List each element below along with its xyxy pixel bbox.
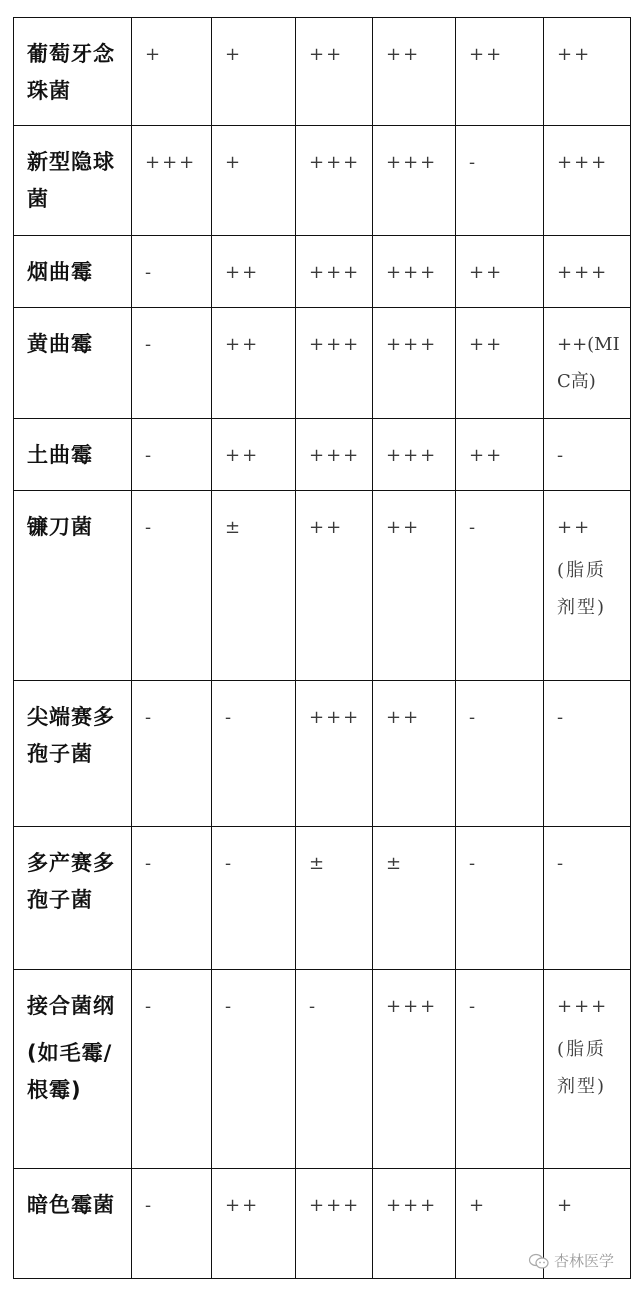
table-cell: +++ xyxy=(296,126,373,236)
table-cell: - xyxy=(132,419,212,491)
table-cell: - xyxy=(544,681,631,827)
table-cell: - xyxy=(132,491,212,681)
table-cell: ++ xyxy=(212,1169,296,1279)
table-cell: - xyxy=(456,491,544,681)
table-cell: - xyxy=(212,970,296,1169)
table-row xyxy=(14,827,631,970)
organism-name: 新型隐球菌 xyxy=(14,126,132,236)
organism-name: 烟曲霉 xyxy=(14,236,132,308)
table-cell: - xyxy=(132,970,212,1169)
formulation-note: (脂质剂型) xyxy=(557,560,607,618)
organism-name-note: (如毛霉/根霉) xyxy=(27,1041,113,1102)
table-cell: ++ xyxy=(296,491,373,681)
organism-name: 暗色霉菌 xyxy=(14,1169,132,1279)
table-row xyxy=(14,419,631,491)
table-cell: +++ xyxy=(544,236,631,308)
organism-name: 尖端赛多孢子菌 xyxy=(14,681,132,827)
table-cell: +++ xyxy=(296,419,373,491)
watermark-text: 杏林医学 xyxy=(554,1252,615,1270)
table-cell: +++ xyxy=(373,970,456,1169)
table-cell: ++ xyxy=(212,419,296,491)
table-cell: +++ xyxy=(296,236,373,308)
table-cell: +++ xyxy=(373,1169,456,1279)
table-cell: ++ xyxy=(456,308,544,419)
table-row xyxy=(14,308,631,419)
table-cell: ± xyxy=(296,827,373,970)
table-row xyxy=(14,491,631,681)
table-cell: ++ xyxy=(212,236,296,308)
table-cell: + xyxy=(212,126,296,236)
organism-name-main: 接合菌纲 xyxy=(27,994,115,1018)
table-cell: +++ xyxy=(373,308,456,419)
table-cell: ++ xyxy=(456,18,544,126)
table-cell: - xyxy=(132,1169,212,1279)
organism-name: 葡萄牙念珠菌 xyxy=(14,18,132,126)
watermark xyxy=(528,1250,614,1271)
organism-name: 镰刀菌 xyxy=(14,491,132,681)
table-cell: - xyxy=(212,681,296,827)
wechat-icon xyxy=(528,1252,550,1270)
table-row xyxy=(14,681,631,827)
table-cell: +++ xyxy=(373,126,456,236)
table-cell xyxy=(544,970,631,1169)
table-cell: - xyxy=(132,308,212,419)
table-cell: - xyxy=(544,419,631,491)
table-cell: - xyxy=(456,681,544,827)
table-cell: +++ xyxy=(296,308,373,419)
formulation-note: (脂质剂型) xyxy=(557,1039,607,1097)
table-cell: +++ xyxy=(373,236,456,308)
table-cell: + xyxy=(212,18,296,126)
table-cell: +++ xyxy=(373,419,456,491)
table-cell: - xyxy=(212,827,296,970)
table-cell: ± xyxy=(373,827,456,970)
table-cell: ++ xyxy=(373,681,456,827)
table-cell: + xyxy=(456,1169,544,1279)
table-row xyxy=(14,18,631,126)
table-cell: - xyxy=(456,827,544,970)
table-cell: +++ xyxy=(296,1169,373,1279)
table-cell: +++ xyxy=(544,126,631,236)
table-cell: ++(MIC高) xyxy=(544,308,631,419)
table-cell: - xyxy=(132,681,212,827)
table-cell: +++ xyxy=(132,126,212,236)
table-cell: ++ xyxy=(212,308,296,419)
table-row xyxy=(14,126,631,236)
table-cell: - xyxy=(456,970,544,1169)
table-cell: - xyxy=(544,827,631,970)
table-cell: ++ xyxy=(373,18,456,126)
table-cell: ++ xyxy=(544,18,631,126)
table-cell: - xyxy=(132,236,212,308)
table-cell: ++ xyxy=(296,18,373,126)
table-row xyxy=(14,236,631,308)
table-cell: + xyxy=(544,1169,631,1279)
table-row xyxy=(14,970,631,1169)
antifungal-susceptibility-table xyxy=(13,17,631,1279)
table-cell xyxy=(544,491,631,681)
table xyxy=(13,17,631,1279)
organism-name: 黄曲霉 xyxy=(14,308,132,419)
table-cell: - xyxy=(296,970,373,1169)
table-cell: - xyxy=(132,827,212,970)
table-cell: + xyxy=(132,18,212,126)
cell-value: +++ xyxy=(557,996,609,1017)
table-cell: ++ xyxy=(373,491,456,681)
table-cell: ++ xyxy=(456,419,544,491)
organism-name: 多产赛多孢子菌 xyxy=(14,827,132,970)
table-cell: ± xyxy=(212,491,296,681)
table-cell: - xyxy=(456,126,544,236)
organism-name xyxy=(14,970,132,1169)
table-cell: ++ xyxy=(456,236,544,308)
organism-name: 土曲霉 xyxy=(14,419,132,491)
table-cell: +++ xyxy=(296,681,373,827)
cell-value: ++ xyxy=(557,517,592,538)
